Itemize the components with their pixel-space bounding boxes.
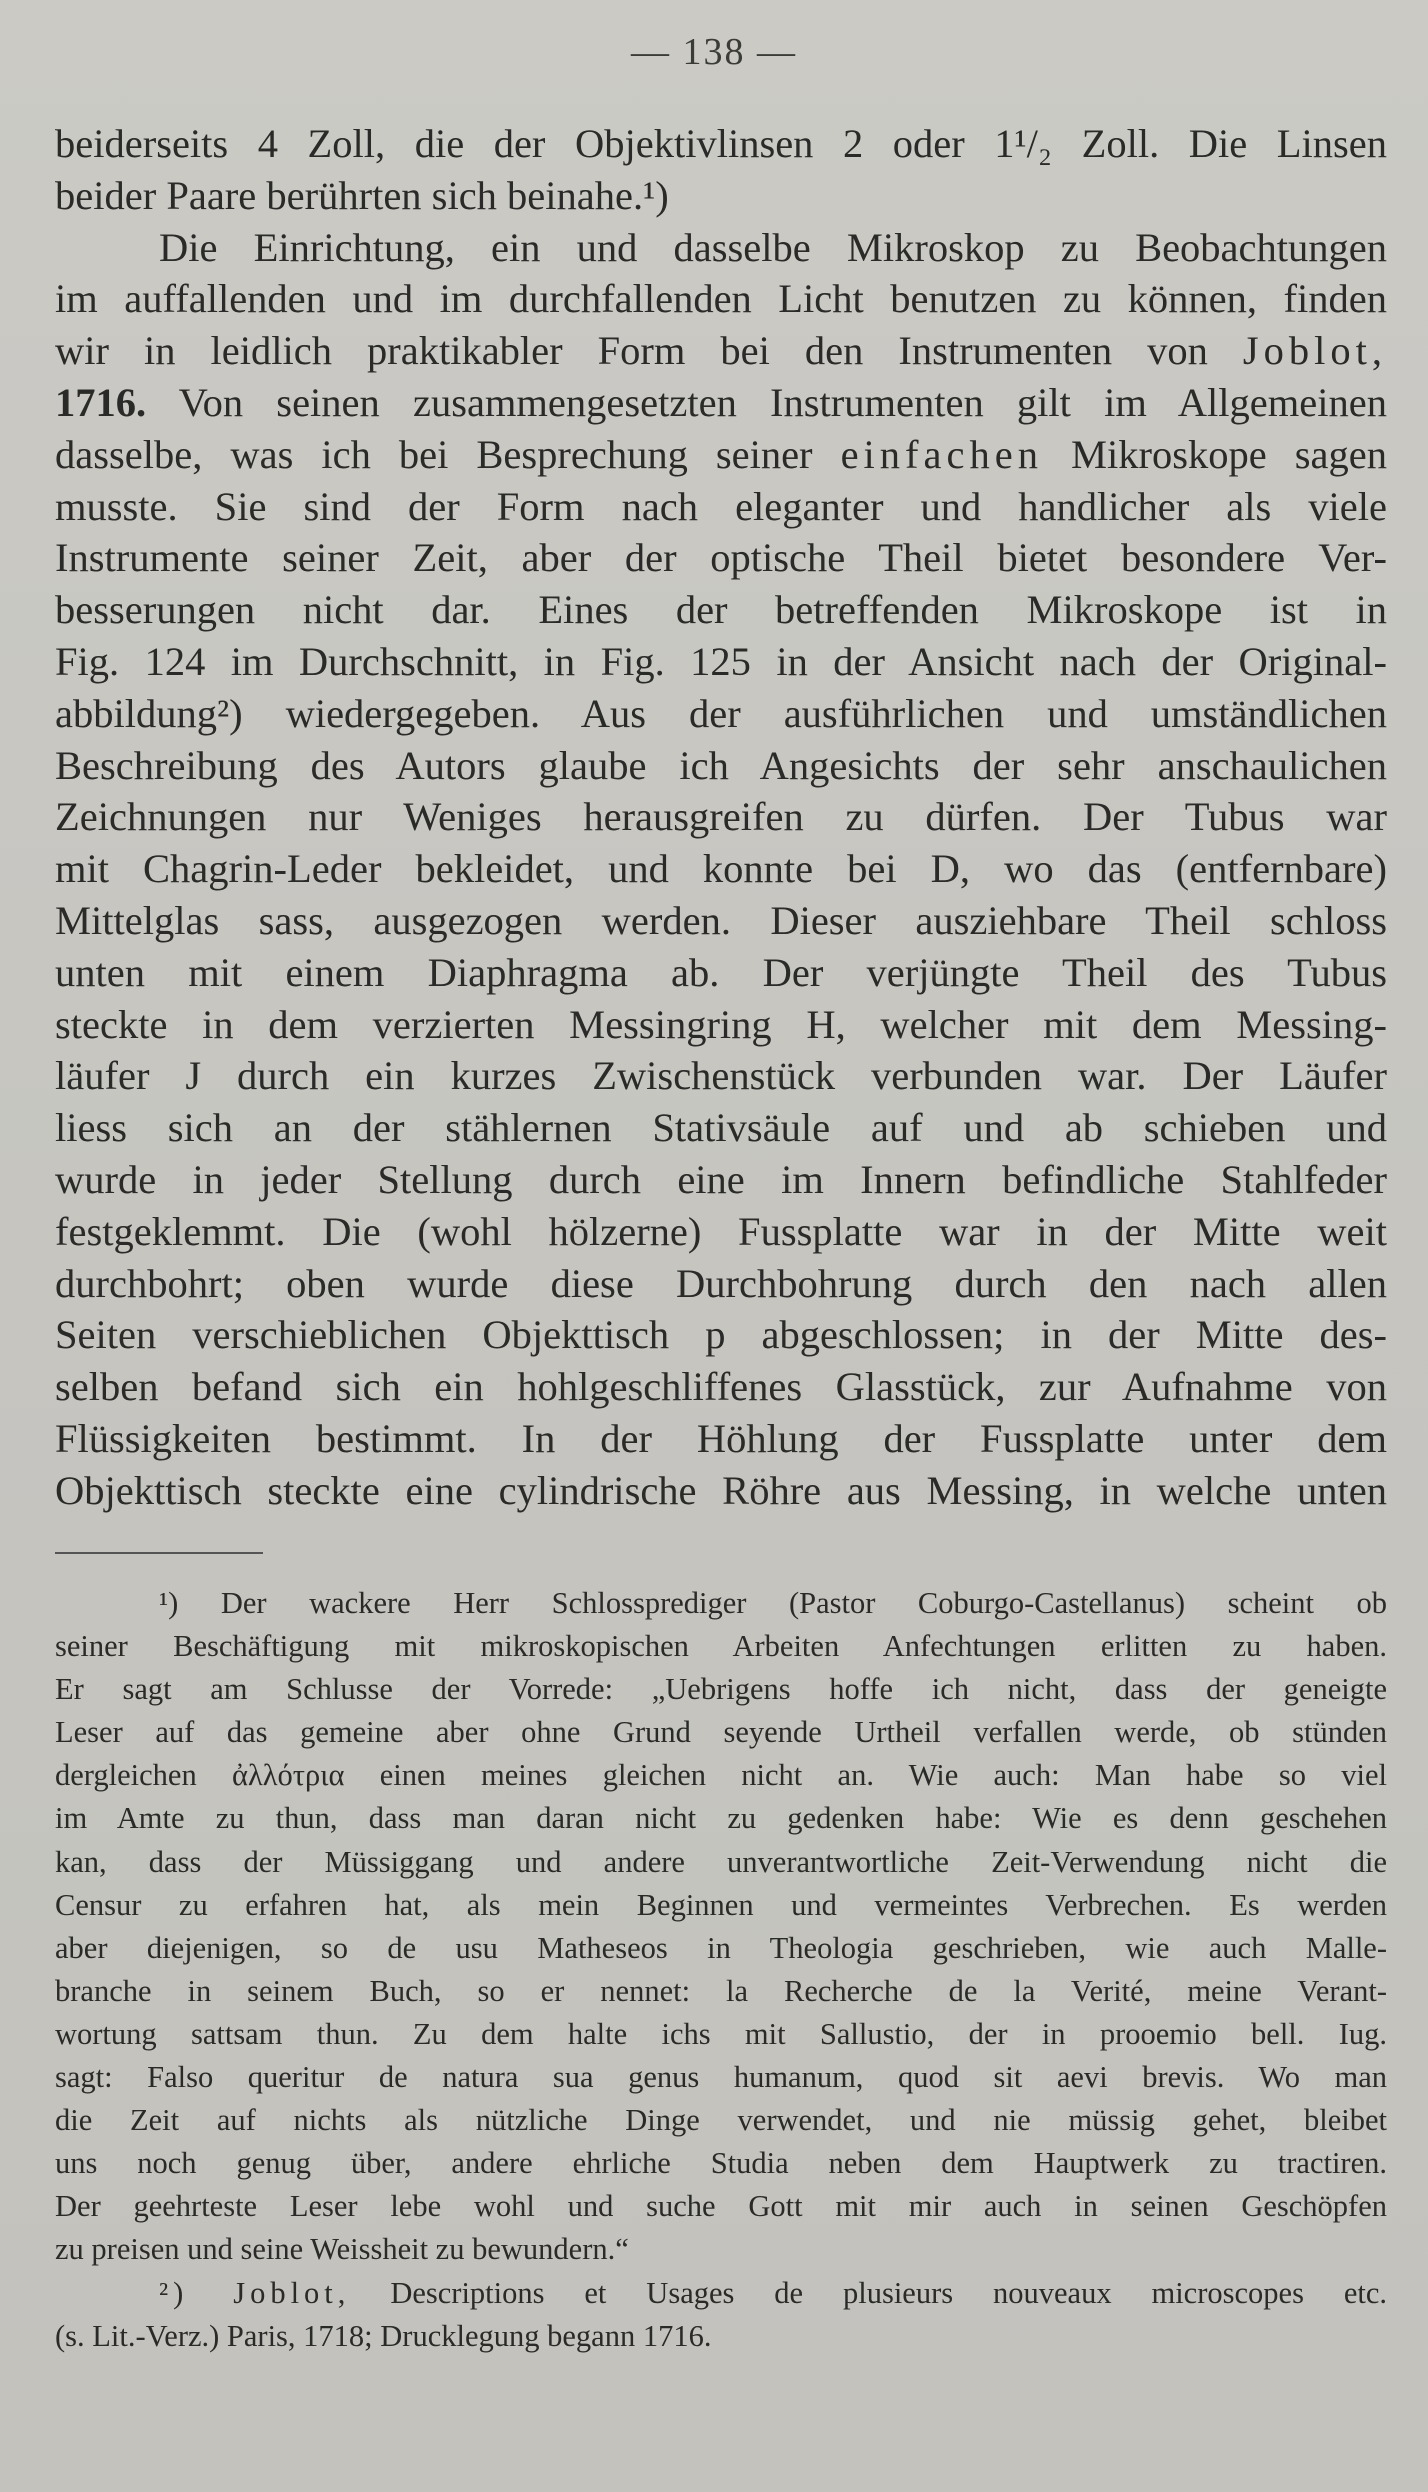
footnote-line: im Amte zu thun, dass man daran nicht zu gedenken habe: Wie es denn geschehen xyxy=(55,1801,1387,1836)
text-segment: dasselbe, was ich bei Besprechung seiner xyxy=(55,431,813,477)
footnote-line: ¹) Der wackere Herr Schlossprediger (Pastor Coburgo-Castellanus) scheint ob xyxy=(159,1586,1387,1620)
footnote-line: sagt: Falso queritur de natura sua genus humanum, quod sit aevi brevis. Wo man xyxy=(55,2060,1387,2095)
text-segment: Mikroskope sagen xyxy=(1071,431,1387,477)
footnote-line: Der geehrteste Leser lebe wohl und suche Gott mit mir auch in seinen Geschöpfen xyxy=(55,2189,1387,2224)
footnote-segment: Descriptions et Usages de plusieurs nouveaux microscopes etc. xyxy=(390,2275,1388,2310)
footnote-line: aber diejenigen, so de usu Matheseos in Theologia geschrieben, wie auch Malle- xyxy=(55,1930,1387,1965)
footnote-line: branche in seinem Buch, so er nennet: la Recherche de la Verité, meine Verant- xyxy=(55,1973,1387,2008)
text-line: Beschreibung des Autors glaube ich Angesichts der sehr anschaulichen xyxy=(55,742,1387,788)
text-line: Die Einrichtung, ein und dasselbe Mikroskop zu Beobachtungen xyxy=(159,224,1387,270)
footnote-line xyxy=(55,2272,1387,2315)
footnotes xyxy=(55,1582,1387,2358)
page-number: — 138 — xyxy=(631,31,797,73)
text-line: Instrumente seiner Zeit, aber der optische Theil bietet besondere Ver- xyxy=(55,535,1387,581)
text-line: steckte in dem verzierten Messingring H, welcher mit dem Messing- xyxy=(55,1001,1387,1047)
text-line: beiderseits 4 Zoll, die der Objektivlinsen 2 oder 1¹/₂ Zoll. Die Linsen xyxy=(55,121,1387,166)
footnote-line: wortung sattsam thun. Zu dem halte ichs mit Sallustio, der in prooemio bell. Iug. xyxy=(55,2016,1387,2051)
year: 1716. xyxy=(55,379,147,425)
text-segment: wir in leidlich praktikabler Form bei den Instrumenten von xyxy=(55,328,1208,374)
emphasis: einfachen xyxy=(840,431,1043,477)
text-line: besserungen nicht dar. Eines der betreffenden Mikroskope ist in xyxy=(55,587,1387,633)
footnote-line: Er sagt am Schlusse der Vorrede: „Uebrigens hoffe ich nicht, dass der geneigte xyxy=(55,1672,1387,1707)
text-line xyxy=(55,325,1387,377)
footnote-line: die Zeit auf nichts als nützliche Dinge verwendet, und nie müssig gehet, bleibet xyxy=(55,2103,1387,2138)
text-line: abbildung²) wiedergegeben. Aus der ausführlichen und umständlichen xyxy=(55,690,1387,736)
text-line: unten mit einem Diaphragma ab. Der verjüngte Theil des Tubus xyxy=(55,949,1387,995)
text-line: beider Paare berührten sich beinahe.¹) xyxy=(55,172,669,218)
text-line: läufer J durch ein kurzes Zwischenstück verbunden war. Der Läufer xyxy=(55,1053,1387,1099)
text-line: durchbohrt; oben wurde diese Durchbohrung durch den nach allen xyxy=(55,1260,1387,1306)
footnote-line: uns noch genug über, andere ehrliche Studia neben dem Hauptwerk zu tractiren. xyxy=(55,2146,1387,2181)
text-line: wurde in jeder Stellung durch eine im Innern befindliche Stahlfeder xyxy=(55,1156,1387,1202)
text-line: Zeichnungen nur Weniges herausgreifen zu dürfen. Der Tubus war xyxy=(55,794,1387,840)
footnote-line: dergleichen ἀλλότρια einen meines gleichen nicht an. Wie auch: Man habe so viel xyxy=(55,1758,1387,1793)
text-line: selben befand sich ein hohlgeschliffenes Glasstück, zur Aufnahme von xyxy=(55,1364,1387,1410)
text-line: Objekttisch steckte eine cylindrische Röhre aus Messing, in welche unten xyxy=(55,1467,1387,1513)
footnote-line: Leser auf das gemeine aber ohne Grund seyende Urtheil verfallen werde, ob stünden xyxy=(55,1715,1387,1750)
text-line: festgeklemmt. Die (wohl hölzerne) Fussplatte war in der Mitte weit xyxy=(55,1208,1387,1254)
text-line: liess sich an der stählernen Stativsäule auf und ab schieben und xyxy=(55,1105,1387,1151)
footnote-divider xyxy=(55,1552,263,1554)
text-line: Fig. 124 im Durchschnitt, in Fig. 125 in der Ansicht nach der Original- xyxy=(55,638,1387,684)
text-line: musste. Sie sind der Form nach eleganter und handlicher als viele xyxy=(55,483,1387,529)
footnote-line: zu preisen und seine Weissheit zu bewundern.“ xyxy=(55,2232,629,2267)
text-line xyxy=(55,377,1387,429)
text-line: im auffallenden und im durchfallenden Licht benutzen zu können, finden xyxy=(55,276,1387,322)
footnote-line: (s. Lit.-Verz.) Paris, 1718; Drucklegung begann 1716. xyxy=(55,2318,712,2353)
text-line: Seiten verschieblichen Objekttisch p abgeschlossen; in der Mitte des- xyxy=(55,1312,1387,1358)
text-line: Mittelglas sass, ausgezogen werden. Dieser ausziehbare Theil schloss xyxy=(55,897,1387,943)
footnote-line: Censur zu erfahren hat, als mein Beginnen und vermeintes Verbrechen. Es werden xyxy=(55,1887,1387,1922)
text-line: mit Chagrin-Leder bekleidet, und konnte bei D, wo das (entfernbare) xyxy=(55,846,1387,892)
text-line: Flüssigkeiten bestimmt. In der Höhlung der Fussplatte unter dem xyxy=(55,1415,1387,1461)
author-name: Joblot, xyxy=(1242,328,1387,374)
footnote-line: seiner Beschäftigung mit mikroskopischen Arbeiten Anfechtungen erlitten zu haben. xyxy=(55,1629,1387,1664)
footnote-author: ²) Joblot, xyxy=(159,2275,351,2310)
text-line xyxy=(55,429,1387,481)
text-segment: Von seinen zusammengesetzten Instrumenten gilt im Allgemeinen xyxy=(178,379,1387,425)
footnote-line: kan, dass der Müssiggang und andere unverantwortliche Zeit-Verwendung nicht die xyxy=(55,1844,1387,1879)
main-text xyxy=(55,118,1387,1517)
